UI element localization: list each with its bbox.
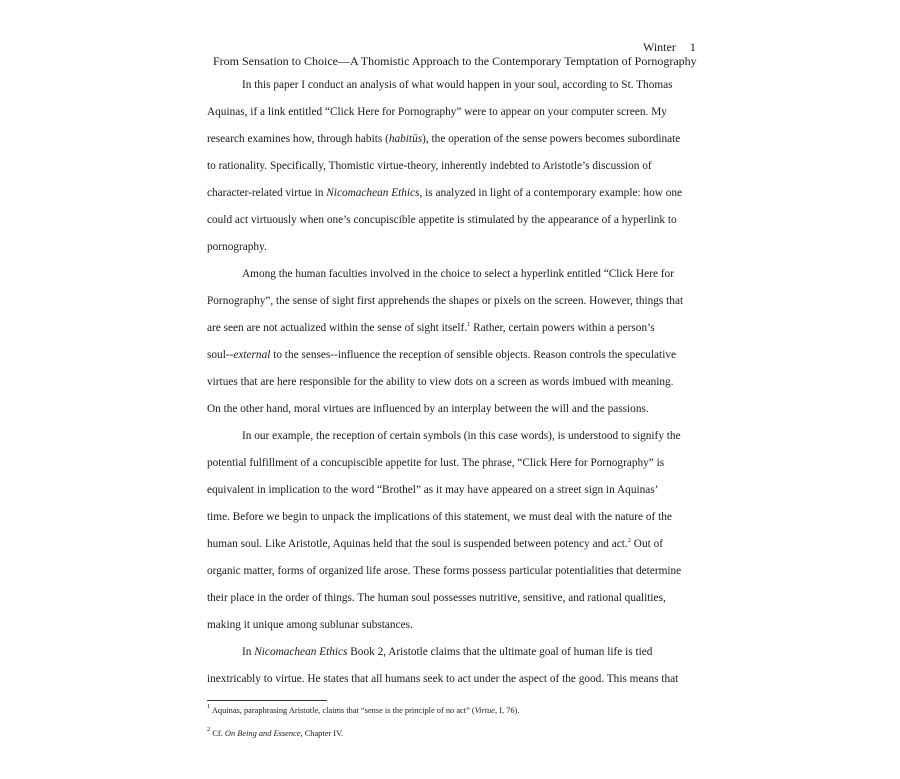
text-line — [207, 585, 687, 612]
text-line — [207, 207, 687, 234]
text-run: Cf. — [210, 729, 225, 738]
text-line — [207, 531, 687, 558]
text-run: On the other hand, moral virtues are influenced by an interplay between the will and the passions. — [207, 403, 649, 415]
footnote-marker: 1 — [207, 703, 211, 710]
italic-text: On Being and Essence — [224, 729, 301, 738]
text-run: their place in the order of things. The human soul possesses nutritive, sensitive, and rational qualities, — [207, 592, 666, 604]
text-run: virtues that are here responsible for the ability to view dots on a screen as words imbued with meaning. — [207, 376, 674, 388]
running-header — [643, 40, 696, 55]
text-line — [207, 558, 687, 585]
text-line — [207, 396, 687, 423]
text-run: Aquinas, if a link entitled “Click Here for Pornography” were to appear on your computer screen. My — [207, 106, 667, 118]
italic-text: Nicomachean Ethics — [254, 646, 348, 658]
text-run: , is analyzed in light of a contemporary example: how one — [419, 187, 683, 199]
page-number: 1 — [689, 40, 696, 54]
text-run: to rationality. Specifically, Thomistic virtue-theory, inherently indebted to Aristotle’s discussion of — [207, 160, 652, 172]
text-run: pornography. — [207, 241, 267, 253]
text-run: equivalent in implication to the word “Brothel” as it may have appeared on a street sign in Aquinas’ — [207, 484, 659, 496]
text-line — [207, 504, 687, 531]
text-run: Among the human faculties involved in the choice to select a hyperlink entitled “Click Here for — [242, 268, 674, 280]
italic-text: Nicomachean Ethics — [326, 187, 420, 199]
text-line — [207, 315, 687, 342]
text-line — [207, 477, 687, 504]
footnote-1 — [207, 703, 520, 715]
text-run: Aquinas, paraphrasing Aristotle, claims that “sense is the principle of no act” ( — [210, 706, 475, 715]
text-run: time. Before we begin to unpack the implications of this statement, we must deal with the nature of the — [207, 511, 672, 523]
text-line — [207, 261, 687, 288]
text-run: soul-- — [207, 349, 234, 361]
footnote-2 — [207, 726, 344, 738]
text-run: , Chapter IV. — [300, 729, 344, 738]
text-run: ), the operation of the sense powers becomes subordinate — [422, 133, 681, 145]
text-line — [207, 180, 687, 207]
text-line — [207, 234, 687, 261]
footnote-marker: 1 — [467, 321, 471, 328]
text-line — [207, 450, 687, 477]
text-run: Book 2, Aristotle claims that the ultimate goal of human life is tied — [347, 646, 653, 658]
text-run: potential fulfillment of a concupiscible appetite for lust. The phrase, “Click Here for Pornography” is — [207, 457, 665, 469]
text-run: In our example, the reception of certain symbols (in this case words), is understood to signify the — [242, 430, 681, 442]
text-line — [207, 639, 687, 666]
footnote-divider — [207, 700, 327, 701]
text-run: character-related virtue in — [207, 187, 327, 199]
text-run: organic matter, forms of organized life arose. These forms possess particular potentialities that determine — [207, 565, 682, 577]
text-line — [207, 666, 687, 693]
text-run: In — [242, 646, 255, 658]
body-text — [207, 72, 687, 693]
text-run: could act virtuously when one’s concupiscible appetite is stimulated by the appearance of a hyperlink to — [207, 214, 677, 226]
text-run: inextricably to virtue. He states that all humans seek to act under the aspect of the good. This means that — [207, 673, 679, 685]
footnote-marker: 2 — [627, 537, 631, 544]
text-line — [207, 153, 687, 180]
text-line — [207, 99, 687, 126]
text-run: making it unique among sublunar substances. — [207, 619, 413, 631]
text-run: human soul. Like Aristotle, Aquinas held that the soul is suspended between potency and act. — [207, 538, 628, 550]
italic-text: Virtue — [474, 706, 495, 715]
text-run: Rather, certain powers within a person’s — [470, 322, 655, 334]
text-line — [207, 612, 687, 639]
text-line — [207, 288, 687, 315]
italic-text: habitūs — [388, 133, 423, 145]
text-line — [207, 72, 687, 99]
italic-text: external — [233, 349, 271, 361]
footnote-marker: 2 — [207, 726, 211, 733]
text-run: research examines how, through habits ( — [207, 133, 389, 145]
text-run: Pornography”, the sense of sight first apprehends the shapes or pixels on the screen. However, things that — [207, 295, 684, 307]
paper-title: From Sensation to Choice—A Thomistic Approach to the Contemporary Temptation of Pornography — [213, 54, 697, 68]
text-run: In this paper I conduct an analysis of what would happen in your soul, according to St. Thomas — [242, 79, 673, 91]
header-author: Winter — [643, 40, 676, 54]
text-line — [207, 126, 687, 153]
text-run: Out of — [630, 538, 663, 550]
text-run: , I, 76). — [495, 706, 520, 715]
text-run: are seen are not actualized within the sense of sight itself. — [207, 322, 468, 334]
text-line — [207, 369, 687, 396]
text-line — [207, 342, 687, 369]
text-run: to the senses--influence the reception of sensible objects. Reason controls the speculative — [270, 349, 676, 361]
text-line — [207, 423, 687, 450]
